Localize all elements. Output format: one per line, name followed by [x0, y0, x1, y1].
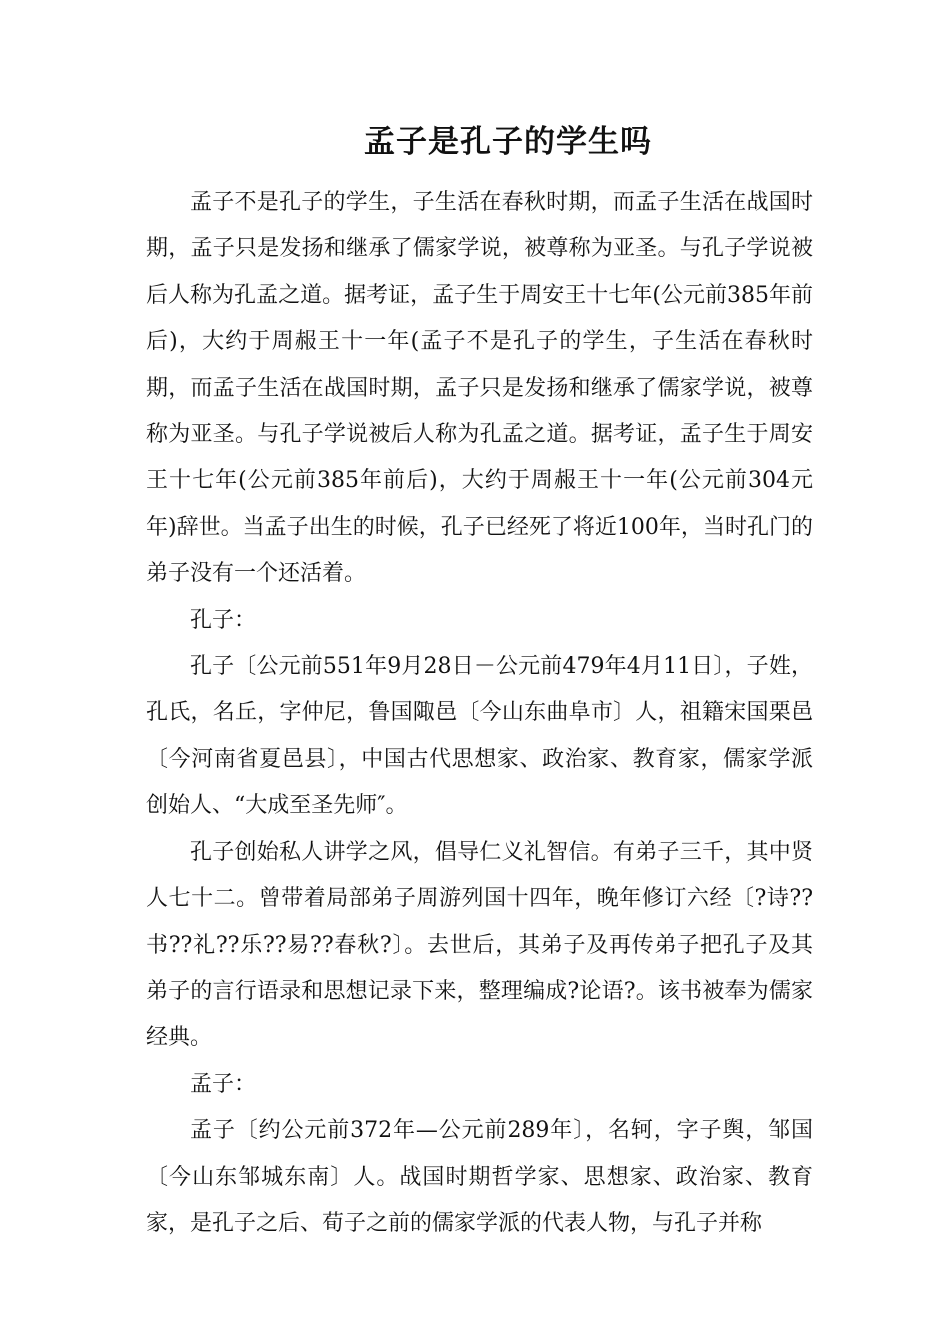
paragraph-confucius-teaching: 孔子创始私人讲学之风，倡导仁义礼智信。有弟子三千，其中贤人七十二。曾带着局部弟子周游列国十四年，晚年修订六经〔?诗??书??礼??乐??易??春秋?〕。去世后，其弟子及再传弟子把孔子及其弟子的言行语录和思想记录下来，整理编成?论语?。该书被奉为儒家经典。	[146, 839, 813, 1051]
paragraph-mencius-bio: 孟子〔约公元前372年—公元前289年〕，名轲，字子舆，邹国〔今山东邹城东南〕人。战国时期哲学家、思想家、政治家、教育家，是孔子之后、荀子之前的儒家学派的代表人物，与孔子并称	[146, 1118, 813, 1236]
document-title: 孟子是孔子的学生吗	[364, 124, 652, 160]
paragraph-intro: 孟子不是孔子的学生，子生活在春秋时期，而孟子生活在战国时期，孟子只是发扬和继承了儒家学说，被尊称为亚圣。与孔子学说被后人称为孔孟之道。据考证，孟子生于周安王十七年(公元前385年前后)，大约于周赧王十一年(孟子不是孔子的学生，子生活在春秋时期，而孟子生活在战国时期，孟子只是发扬和继承了儒家学说，被尊称为亚圣。与孔子学说被后人称为孔孟之道。据考证，孟子生于周安王十七年(公元前385年前后)，大约于周赧王十一年(公元前304元年)辞世。当孟子出生的时候，孔子已经死了将近100年，当时孔门的弟子没有一个还活着。	[146, 190, 813, 587]
heading-mencius: 孟子：	[190, 1071, 257, 1097]
document-body	[146, 180, 813, 1247]
heading-confucius: 孔子：	[190, 607, 257, 633]
paragraph-confucius-bio: 孔子〔公元前551年9月28日－公元前479年4月11日〕，子姓，孔氏，名丘，字仲尼，鲁国陬邑〔今山东曲阜市〕人，祖籍宋国栗邑〔今河南省夏邑县〕，中国古代思想家、政治家、教育家，儒家学派创始人、“大成至圣先师″。	[146, 654, 813, 819]
